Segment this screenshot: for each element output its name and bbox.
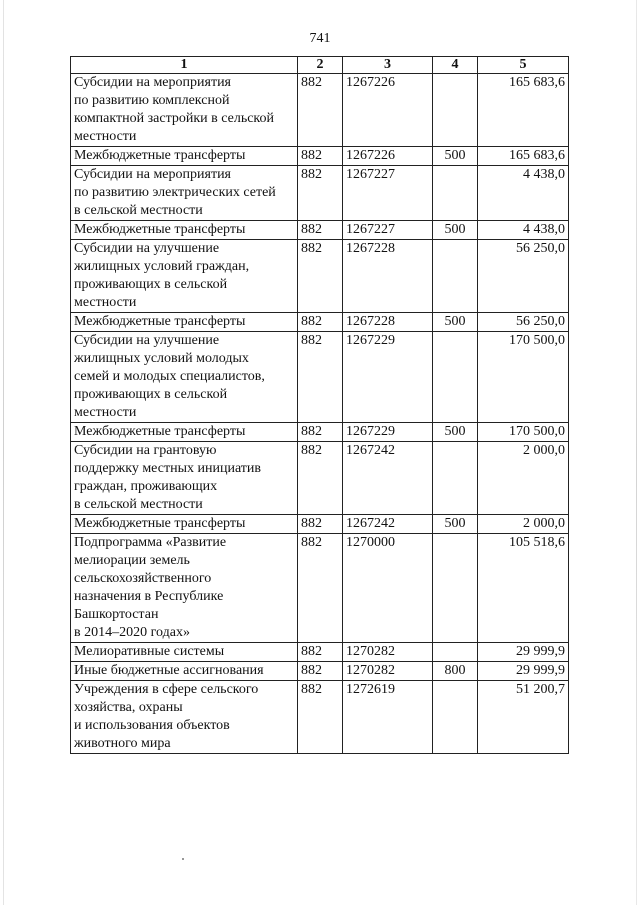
- row-name-line: хозяйства, охраны: [74, 700, 183, 715]
- row-name-cell: [71, 313, 298, 332]
- table-row: [71, 240, 569, 313]
- row-name-line: мелиорации земель: [74, 553, 190, 568]
- table-row: [71, 332, 569, 423]
- row-name-line: Субсидии на улучшение: [74, 241, 220, 256]
- row-col-2: 882: [298, 74, 343, 147]
- row-name-line: Субсидии на улучшение: [74, 333, 220, 348]
- row-name-cell: [71, 423, 298, 442]
- row-name-cell: [71, 442, 298, 515]
- row-col-5: 56 250,0: [478, 240, 569, 313]
- row-col-5: 165 683,6: [478, 147, 569, 166]
- row-col-5: 4 438,0: [478, 166, 569, 221]
- row-col-4: 500: [433, 515, 478, 534]
- row-name-line: местности: [74, 295, 137, 310]
- row-name-line: Межбюджетные трансферты: [74, 314, 246, 329]
- row-name-line: жилищных условий молодых: [74, 351, 249, 366]
- table-row: [71, 534, 569, 643]
- row-col-5: 29 999,9: [478, 662, 569, 681]
- row-name-line: Межбюджетные трансферты: [74, 148, 246, 163]
- row-col-2: 882: [298, 643, 343, 662]
- budget-table: [70, 56, 569, 754]
- row-col-2: 882: [298, 313, 343, 332]
- row-col-3: 1267227: [343, 221, 433, 240]
- row-col-5: 170 500,0: [478, 423, 569, 442]
- row-name-line: жилищных условий граждан,: [74, 259, 250, 274]
- row-col-4: [433, 240, 478, 313]
- header-col-4: 4: [433, 57, 478, 74]
- row-name-line: животного мира: [74, 736, 171, 751]
- row-name-line: назначения в Республике: [74, 589, 224, 604]
- row-col-5: 4 438,0: [478, 221, 569, 240]
- table-row: [71, 147, 569, 166]
- row-name-cell: [71, 74, 298, 147]
- row-name-cell: [71, 534, 298, 643]
- row-name-line: местности: [74, 129, 137, 144]
- row-col-5: 105 518,6: [478, 534, 569, 643]
- row-name-cell: [71, 166, 298, 221]
- row-col-2: 882: [298, 534, 343, 643]
- row-name-line: по развитию электрических сетей: [74, 185, 276, 200]
- header-col-3: 3: [343, 57, 433, 74]
- row-name-line: проживающих в сельской: [74, 277, 228, 292]
- row-col-2: 882: [298, 166, 343, 221]
- row-name-line: в 2014–2020 годах»: [74, 625, 190, 640]
- header-col-1: 1: [71, 57, 298, 74]
- row-col-5: 170 500,0: [478, 332, 569, 423]
- row-col-3: 1270000: [343, 534, 433, 643]
- row-name-line: местности: [74, 405, 137, 420]
- row-col-5: 2 000,0: [478, 442, 569, 515]
- row-col-2: 882: [298, 662, 343, 681]
- row-col-2: 882: [298, 681, 343, 754]
- row-name-line: Подпрограмма «Развитие: [74, 535, 227, 550]
- table-row: [71, 313, 569, 332]
- row-col-4: [433, 681, 478, 754]
- table-row: [71, 221, 569, 240]
- row-name-cell: [71, 515, 298, 534]
- row-name-line: в сельской местности: [74, 497, 203, 512]
- row-col-4: 500: [433, 423, 478, 442]
- table-row: [71, 643, 569, 662]
- row-name-line: поддержку местных инициатив: [74, 461, 262, 476]
- header-row: [71, 57, 569, 74]
- row-col-3: 1270282: [343, 643, 433, 662]
- row-name-line: по развитию комплексной: [74, 93, 230, 108]
- page-number: 741: [309, 31, 331, 46]
- row-name-line: Башкортостан: [74, 607, 159, 622]
- row-col-3: 1267227: [343, 166, 433, 221]
- row-col-2: 882: [298, 515, 343, 534]
- row-name-cell: [71, 221, 298, 240]
- row-col-3: 1267242: [343, 442, 433, 515]
- row-col-5: 2 000,0: [478, 515, 569, 534]
- row-name-line: граждан, проживающих: [74, 479, 218, 494]
- row-col-3: 1267242: [343, 515, 433, 534]
- row-col-2: 882: [298, 332, 343, 423]
- row-col-5: 165 683,6: [478, 74, 569, 147]
- row-name-line: Межбюджетные трансферты: [74, 424, 246, 439]
- row-col-3: 1267229: [343, 423, 433, 442]
- row-name-line: Межбюджетные трансферты: [74, 222, 246, 237]
- row-name-line: в сельской местности: [74, 203, 203, 218]
- row-name-line: Межбюджетные трансферты: [74, 516, 246, 531]
- row-col-4: 500: [433, 313, 478, 332]
- row-col-3: 1267226: [343, 147, 433, 166]
- row-col-2: 882: [298, 423, 343, 442]
- row-col-4: [433, 643, 478, 662]
- row-name-line: Иные бюджетные ассигнования: [74, 663, 264, 678]
- row-name-line: Мелиоративные системы: [74, 644, 225, 659]
- row-col-2: 882: [298, 221, 343, 240]
- header-col-5: 5: [478, 57, 569, 74]
- row-col-4: [433, 534, 478, 643]
- row-name-cell: [71, 147, 298, 166]
- row-col-2: 882: [298, 240, 343, 313]
- scan-edge-right: [636, 0, 637, 905]
- row-col-4: [433, 332, 478, 423]
- scan-speck: [182, 858, 184, 860]
- row-col-3: 1267226: [343, 74, 433, 147]
- row-col-2: 882: [298, 147, 343, 166]
- row-col-3: 1270282: [343, 662, 433, 681]
- row-name-line: Субсидии на грантовую: [74, 443, 217, 458]
- table-row: [71, 681, 569, 754]
- table-row: [71, 166, 569, 221]
- row-col-3: 1267228: [343, 240, 433, 313]
- row-name-cell: [71, 240, 298, 313]
- row-col-3: 1267228: [343, 313, 433, 332]
- row-col-5: 29 999,9: [478, 643, 569, 662]
- row-name-line: Учреждения в сфере сельского: [74, 682, 259, 697]
- row-col-5: 51 200,7: [478, 681, 569, 754]
- row-col-4: 800: [433, 662, 478, 681]
- row-name-line: компактной застройки в сельской: [74, 111, 275, 126]
- row-name-cell: [71, 662, 298, 681]
- row-name-cell: [71, 332, 298, 423]
- row-name-line: проживающих в сельской: [74, 387, 228, 402]
- row-name-line: и использования объектов: [74, 718, 230, 733]
- row-col-4: [433, 166, 478, 221]
- row-name-line: семей и молодых специалистов,: [74, 369, 265, 384]
- table-row: [71, 442, 569, 515]
- row-name-line: Субсидии на мероприятия: [74, 167, 231, 182]
- row-col-2: 882: [298, 442, 343, 515]
- table-row: [71, 423, 569, 442]
- scan-edge-left: [3, 0, 4, 905]
- row-name-line: сельскохозяйственного: [74, 571, 212, 586]
- row-col-4: 500: [433, 147, 478, 166]
- table-row: [71, 662, 569, 681]
- row-col-3: 1272619: [343, 681, 433, 754]
- table-row: [71, 515, 569, 534]
- row-name-cell: [71, 681, 298, 754]
- row-name-line: Субсидии на мероприятия: [74, 75, 231, 90]
- row-col-4: [433, 442, 478, 515]
- row-col-5: 56 250,0: [478, 313, 569, 332]
- table-row: [71, 74, 569, 147]
- row-col-4: [433, 74, 478, 147]
- row-col-4: 500: [433, 221, 478, 240]
- table-body: [71, 74, 569, 754]
- header-col-2: 2: [298, 57, 343, 74]
- row-col-3: 1267229: [343, 332, 433, 423]
- row-name-cell: [71, 643, 298, 662]
